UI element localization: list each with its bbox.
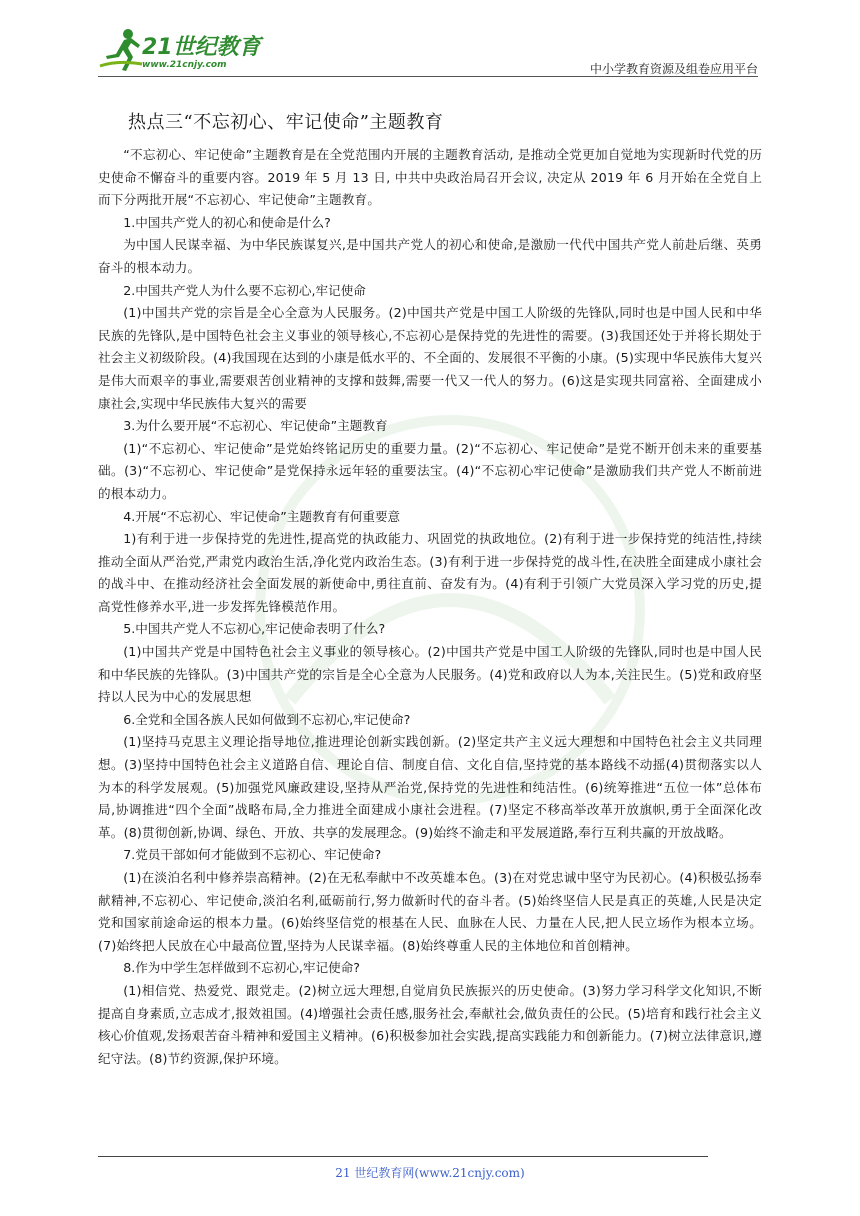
question-2: 2.中国共产党人为什么要不忘初心,牢记使命 — [123, 282, 366, 298]
document-title: 热点三“不忘初心、牢记使命”主题教育 — [128, 112, 444, 133]
question-7: 7.党员干部如何才能做到不忘初心、牢记使命? — [123, 847, 382, 863]
question-5: 5.中国共产党人不忘初心,牢记使命表明了什么? — [123, 621, 386, 637]
answer-5: (1)中国共产党是中国特色社会主义事业的领导核心。(2)中国共产党是中国工人阶级的先锋队,同时也是中国人民和中华民族的先锋队。(3)中国共产党的宗旨是全心全意为人民服务。(4)党和政府以人为本,关注民生。(5)党和政府坚持以人民为中心的发展思想 — [98, 644, 762, 705]
logo-text: 21世纪教育 — [142, 35, 261, 60]
question-6: 6.全党和全国各族人民如何做到不忘初心,牢记使命? — [123, 711, 411, 727]
footer-divider — [98, 1156, 708, 1157]
question-8: 8.作为中学生怎样做到不忘初心,牢记使命? — [123, 960, 360, 976]
answer-4: 1)有利于进一步保持党的先进性,提高党的执政能力、巩固党的执政地位。(2)有利于进一步保持党的纯洁性,持续推动全面从严治党,严肃党内政治生活,净化党内政治生态。(3)有利于进一步保持党的战斗性,在决胜全面建成小康社会的战斗中、在推动经济社会全面发展的新使命中,勇往直前、奋发有为。(4)有利于引领广大党员深入学习党的历史,提高党性修养水平,进一步发挥先锋模范作用。 — [98, 531, 762, 614]
question-1: 1.中国共产党人的初心和使命是什么? — [123, 214, 331, 230]
answer-7: (1)在淡泊名利中修养崇高精神。(2)在无私奉献中不改英雄本色。(3)在对党忠诚中坚守为民初心。(4)积极弘扬奉献精神,不忘初心、牢记使命,淡泊名利,砥砺前行,努力做新时代的奋斗者。(5)始终坚信人民是真正的英雄,人民是决定党和国家前途命运的根本力量。(6)始终坚信党的根基在人民、血脉在人民、力量在人民,把人民立场作为根本立场。(7)始终把人民放在心中最高位置,坚持为人民谋幸福。(8)始终尊重人民的主体地位和首创精神。 — [98, 870, 762, 953]
question-3: 3.为什么要开展“不忘初心、牢记使命”主题教育 — [123, 418, 388, 434]
answer-1: 为中国人民谋幸福、为中华民族谋复兴,是中国共产党人的初心和使命,是激励一代代中国共产党人前赴后继、英勇奋斗的根本动力。 — [98, 237, 762, 275]
question-4: 4.开展“不忘初心、牢记使命”主题教育有何重要意 — [123, 508, 401, 524]
running-figure-icon — [98, 26, 146, 76]
document-body — [98, 108, 762, 1070]
answer-8: (1)相信党、热爱党、跟党走。(2)树立远大理想,自觉肩负民族振兴的历史使命。(3)努力学习科学文化知识,不断提高自身素质,立志成才,报效祖国。(4)增强社会责任感,服务社会,奉献社会,做负责任的公民。(5)培育和践行社会主义核心价值观,发扬艰苦奋斗精神和爱国主义精神。(6)积极参加社会实践,提高实践能力和创新能力。(7)树立法律意识,遵纪守法。(8)节约资源,保护环境。 — [98, 982, 762, 1066]
answer-2: (1)中国共产党的宗旨是全心全意为人民服务。(2)中国共产党是中国工人阶级的先锋队,同时也是中国人民和中华民族的先锋队,是中国特色社会主义事业的领导核心,不忘初心是保持党的先进性的需要。(3)我国还处于并将长期处于社会主义初级阶段。(4)我国现在达到的小康是低水平的、不全面的、发展很不平衡的小康。(5)实现中华民族伟大复兴是伟大而艰辛的事业,需要艰苦创业精神的支撑和鼓舞,需要一代又一代人的努力。(6)这是实现共同富裕、全面建成小康社会,实现中华民族伟大复兴的需要 — [98, 305, 762, 411]
intro-paragraph: “不忘初心、牢记使命”主题教育是在全党范围内开展的主题教育活动, 是推动全党更加自觉地为实现新时代党的历史使命不懈奋斗的重要内容。2019 年 5 月 13 日, 中共中央政治局召开会议, 决定从 2019 年 6 月开始在全党自上而下分两批开展“不忘初心、牢记使命”主题教育。 — [98, 147, 762, 208]
platform-name: 中小学教育资源及组卷应用平台 — [589, 62, 758, 76]
answer-6: (1)坚持马克思主义理论指导地位,推进理论创新实践创新。(2)坚定共产主义远大理想和中国特色社会主义共同理想。(3)坚持中国特色社会主义道路自信、理论自信、制度自信、文化自信,坚持党的基本路线不动摇(4)贯彻落实以人为本的科学发展观。(5)加强党风廉政建设,坚持从严治党,保持党的先进性和纯洁性。(6)统筹推进“五位一体”总体布局,协调推进“四个全面”战略布局,全力推进全面建成小康社会进程。(7)坚定不移高举改革开放旗帜,勇于全面深化改革。(8)贯彻创新,协调、绿色、开放、共享的发展理念。(9)始终不渝走和平发展道路,奉行互利共赢的开放战略。 — [98, 734, 762, 840]
footer-link[interactable]: 21 世纪教育网(www.21cnjy.com) — [335, 1166, 525, 1180]
answer-3: (1)“不忘初心、牢记使命”是党始终铭记历史的重要力量。(2)“不忘初心、牢记使命”是党不断开创未来的重要基础。(3)“不忘初心、牢记使命”是党保持永远年轻的重要法宝。(4)“不忘初心牢记使命”是激励我们共产党人不断前进的根本动力。 — [98, 440, 762, 501]
header-divider — [98, 76, 758, 77]
page-header — [98, 26, 758, 80]
logo-url: www.21cnjy.com — [142, 60, 227, 70]
site-logo[interactable] — [98, 26, 261, 78]
